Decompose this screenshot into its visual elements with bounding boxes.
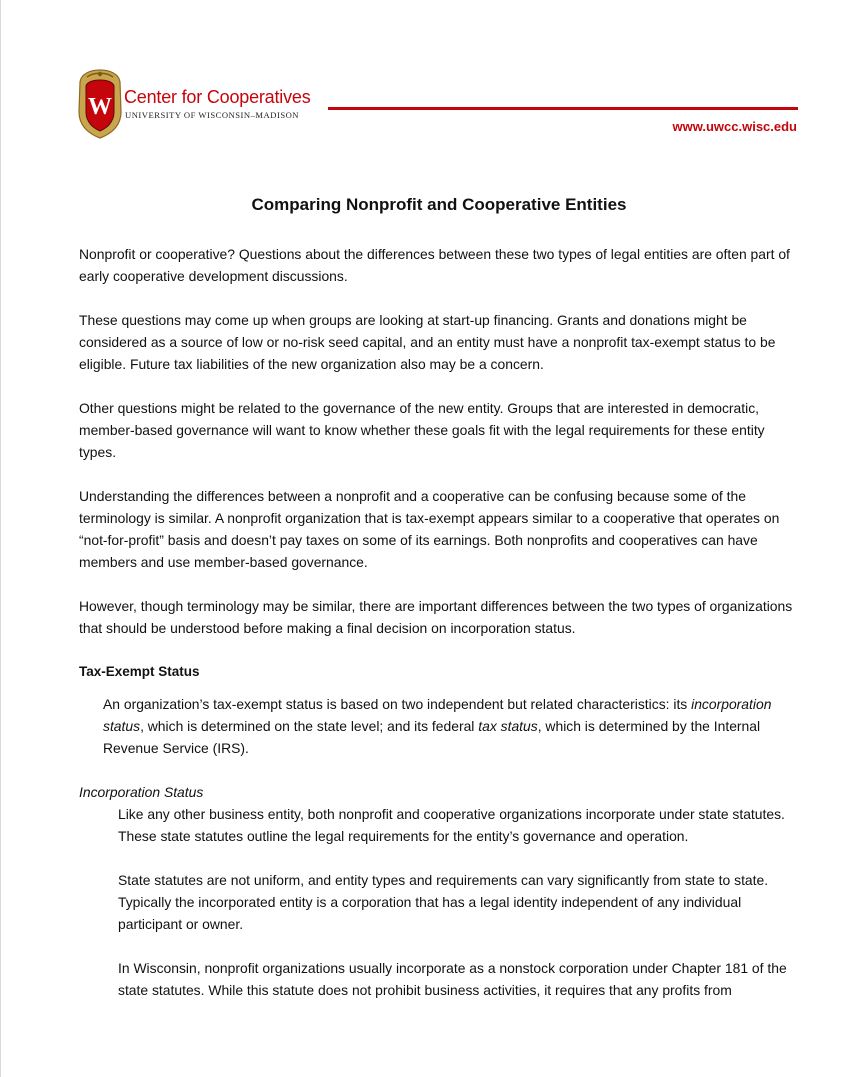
website-url: www.uwcc.wisc.edu	[672, 119, 797, 134]
paragraph-3: Other questions might be related to the governance of the new entity. Groups that are interested in democratic, member-based governance will want to know whether these goals fit with the legal requirements for these entity types.	[79, 400, 765, 460]
section-heading-tax-exempt: Tax-Exempt Status	[79, 664, 200, 679]
header-rule	[328, 107, 798, 110]
text-run: , which is determined by the Internal Revenue Service (IRS).	[103, 718, 761, 756]
tax-exempt-intro	[79, 693, 799, 759]
org-name: Center for Cooperatives	[124, 87, 311, 107]
term-incorporation-status: incorporation status	[103, 696, 772, 734]
incorporation-paragraph-2: State statutes are not uniform, and entity types and requirements can vary significantly from state to state. Typically the incorporated entity is a corporation that has a legal identity independent of any individual participant or owner.	[118, 872, 769, 932]
incorporation-section	[79, 803, 799, 1001]
paragraph-2: These questions may come up when groups are looking at start-up financing. Grants and donations might be considered as a source of low or no-risk seed capital, and an entity must have a nonprofit tax-exempt status to be eligible. Future tax liabilities of the new organization also may be a concern.	[79, 312, 776, 372]
crest-letter: W	[88, 94, 112, 120]
text-run: An organization’s tax-exempt status is based on two independent but related characteristics: its	[103, 696, 692, 712]
tax-exempt-paragraph	[103, 693, 799, 759]
document-body	[79, 243, 799, 1023]
paragraph-1: Nonprofit or cooperative? Questions about the differences between these two types of legal entities are often part of early cooperative development discussions.	[79, 246, 790, 284]
document-title: Comparing Nonprofit and Cooperative Entities	[251, 195, 627, 214]
incorporation-paragraph-1: Like any other business entity, both nonprofit and cooperative organizations incorporate under state statutes. These state statutes outline the legal requirements for the entity’s governance and operation.	[118, 806, 785, 844]
uw-crest-logo	[77, 68, 123, 140]
crest-icon	[77, 68, 123, 140]
incorporation-paragraph-3: In Wisconsin, nonprofit organizations usually incorporate as a nonstock corporation under Chapter 181 of the state statutes. While this statute does not prohibit business activities, it requires that any profits from	[118, 960, 787, 998]
text-run: , which is determined on the state level; and its federal	[140, 718, 479, 734]
paragraph-4: Understanding the differences between a nonprofit and a cooperative can be confusing because some of the terminology is similar. A nonprofit organization that is tax-exempt appears similar to a cooperative that operates on “not-for-profit” basis and doesn’t pay taxes on some of its earnings. Both nonprofits and cooperatives can have members and use member-based governance.	[79, 488, 780, 570]
subheading-incorporation-status: Incorporation Status	[79, 784, 204, 800]
term-tax-status: tax status	[478, 718, 538, 734]
org-subtitle: UNIVERSITY OF WISCONSIN–MADISON	[125, 110, 300, 120]
paragraph-5: However, though terminology may be similar, there are important differences between the two types of organizations that should be understood before making a final decision on incorporation status.	[79, 598, 793, 636]
page-edge	[0, 0, 1, 1077]
